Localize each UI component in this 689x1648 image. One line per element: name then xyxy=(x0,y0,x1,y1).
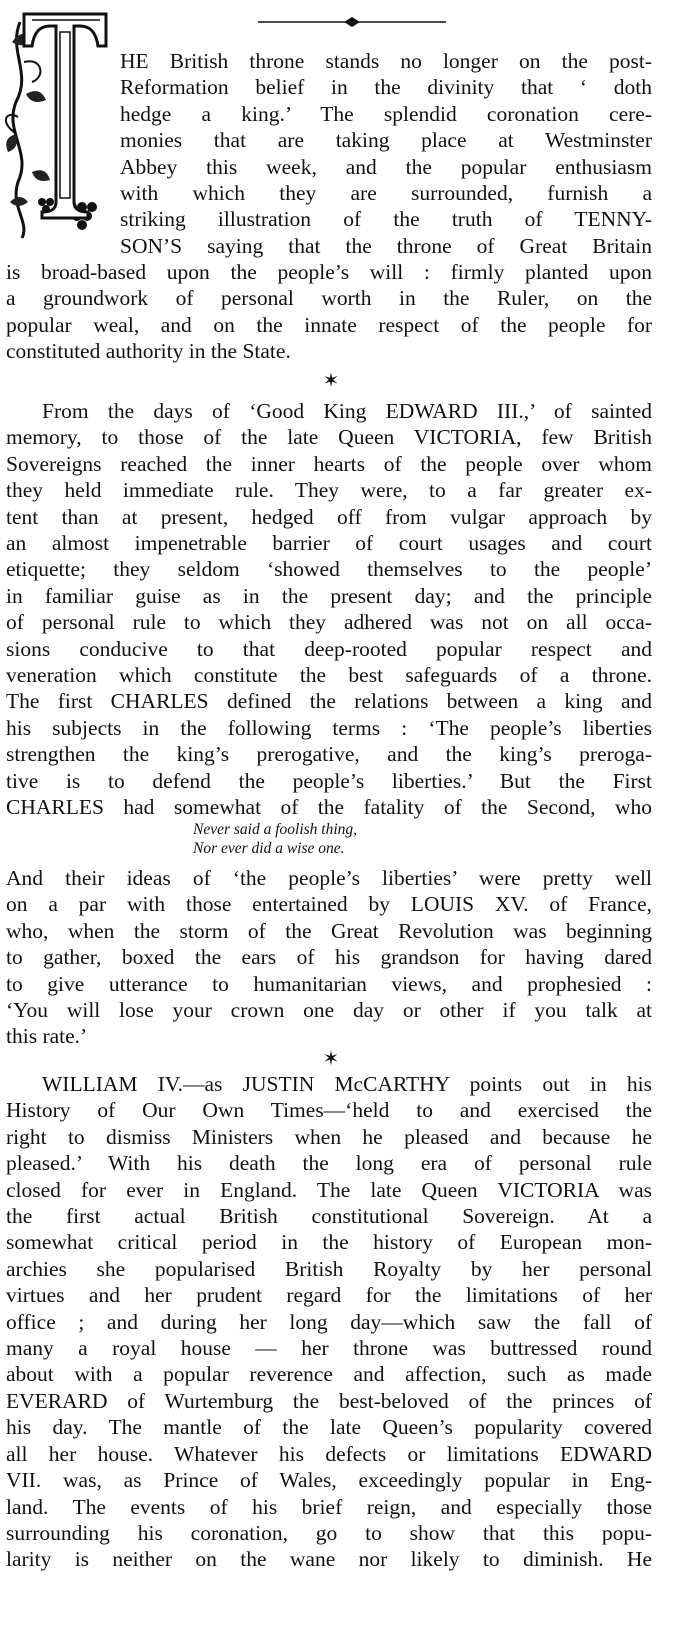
text-line: WILLIAM IV.—as JUSTIN McCARTHY points out in his xyxy=(42,1072,652,1096)
verse-line: Nor ever did a wise one. xyxy=(193,840,345,857)
decorated-drop-cap-T xyxy=(2,2,112,240)
paragraph-1-full xyxy=(6,259,652,365)
text-line: in familiar guise as in the present day; and the principle xyxy=(6,583,652,608)
text-line: etiquette; they seldom ‘showed themselves to the people’ xyxy=(6,557,652,582)
text-line: ‘You will lose your crown one day or other if you talk at xyxy=(6,998,652,1023)
text-line: tive is to defend the people’s liberties.’ But the First xyxy=(6,768,652,793)
text-line: memory, to those of the late Queen VICTORIA, few British xyxy=(6,425,652,450)
text-line: with which they are surrounded, furnish a xyxy=(120,181,652,206)
text-line: his subjects in the following terms : ‘The people’s liberties xyxy=(6,715,652,740)
text-line: many a royal house — her throne was buttressed round xyxy=(6,1336,652,1361)
text-line: to gather, boxed the ears of his grandson for having dared xyxy=(6,945,652,970)
section-separator-star: ✶ xyxy=(322,370,340,392)
text-line: EVERARD of Wurtemburg the best-beloved of the princes of xyxy=(6,1388,652,1413)
text-line: this rate.’ xyxy=(6,1024,88,1049)
text-line: an almost impenetrable barrier of court usages and court xyxy=(6,531,652,556)
text-line: History of Our Own Times—‘held to and exercised the xyxy=(6,1098,652,1123)
text-line: hedge a king.’ The splendid coronation cere- xyxy=(120,101,652,126)
text-line: to give utterance to humanitarian views, and prophesied : xyxy=(6,971,652,996)
ornamental-rule xyxy=(258,14,446,30)
text-line: The first CHARLES defined the relations between a king and xyxy=(6,689,652,714)
text-line: CHARLES had somewhat of the fatality of the Second, who xyxy=(6,795,652,820)
text-line: popular weal, and on the innate respect of the people for xyxy=(6,312,652,337)
text-line: strengthen the king’s prerogative, and the king’s preroga- xyxy=(6,742,652,767)
text-line: right to dismiss Ministers when he pleased and because he xyxy=(6,1124,652,1149)
section-separator-star: ✶ xyxy=(322,1048,340,1070)
text-line: a groundwork of personal worth in the Ruler, on the xyxy=(6,286,652,311)
text-line: constituted authority in the State. xyxy=(6,339,291,364)
text-line: veneration which constitute the best safeguards of a throne. xyxy=(6,663,652,688)
text-line: the first actual British constitutional Sovereign. At a xyxy=(6,1204,652,1229)
text-line: And their ideas of ‘the people’s liberties’ were pretty well xyxy=(6,866,652,890)
text-line: Reformation belief in the divinity that ‘ doth xyxy=(120,75,652,100)
paragraph-3 xyxy=(6,865,652,1050)
text-line: Abbey this week, and the popular enthusiasm xyxy=(120,154,652,179)
text-line: archies she popularised British Royalty by her personal xyxy=(6,1256,652,1281)
text-line: sions conducive to that deep-rooted popular respect and xyxy=(6,636,652,661)
text-line: VII. was, as Prince of Wales, exceedingly popular in Eng- xyxy=(6,1468,652,1493)
text-line: they held immediate rule. They were, to a far greater ex- xyxy=(6,478,652,503)
text-line: office ; and during her long day—which saw the fall of xyxy=(6,1309,652,1334)
verse-line: Never said a foolish thing, xyxy=(193,821,358,838)
text-line: virtues and her prudent regard for the limitations of her xyxy=(6,1283,652,1308)
text-line: his day. The mantle of the late Queen’s popularity covered xyxy=(6,1415,652,1440)
text-line: of personal rule to which they adhered was not on all occa- xyxy=(6,610,652,635)
text-line: who, when the storm of the Great Revolution was beginning xyxy=(6,918,652,943)
text-line: larity is neither on the wane nor likely to diminish. He xyxy=(6,1547,652,1572)
text-line: From the days of ‘Good King EDWARD III.,’ of sainted xyxy=(42,399,652,423)
text-line: is broad-based upon the people’s will : firmly planted upon xyxy=(6,260,652,284)
text-line: on a par with those entertained by LOUIS XV. of France, xyxy=(6,892,652,917)
text-line: somewhat critical period in the history of European mon- xyxy=(6,1230,652,1255)
text-line: monies that are taking place at Westminster xyxy=(120,128,652,153)
text-line: surrounding his coronation, go to show that this popu- xyxy=(6,1520,652,1545)
text-line: Sovereigns reached the inner hearts of the people over whom xyxy=(6,451,652,476)
text-line: striking illustration of the truth of TENNY- xyxy=(120,207,652,232)
text-line: about with a popular reverence and affection, such as made xyxy=(6,1362,652,1387)
paragraph-1-indented xyxy=(120,48,652,259)
verse-quotation xyxy=(193,820,493,858)
text-line: SON’S saying that the throne of Great Britain xyxy=(120,233,652,258)
text-line: pleased.’ With his death the long era of personal rule xyxy=(6,1151,652,1176)
paragraph-4 xyxy=(6,1071,652,1573)
text-line: tent than at present, hedged off from vulgar approach by xyxy=(6,504,652,529)
text-line: HE British throne stands no longer on the post- xyxy=(120,49,652,73)
text-line: land. The events of his brief reign, and especially those xyxy=(6,1494,652,1519)
paragraph-2 xyxy=(6,398,652,821)
text-line: closed for ever in England. The late Queen VICTORIA was xyxy=(6,1177,652,1202)
text-line: all her house. Whatever his defects or limitations EDWARD xyxy=(6,1441,652,1466)
